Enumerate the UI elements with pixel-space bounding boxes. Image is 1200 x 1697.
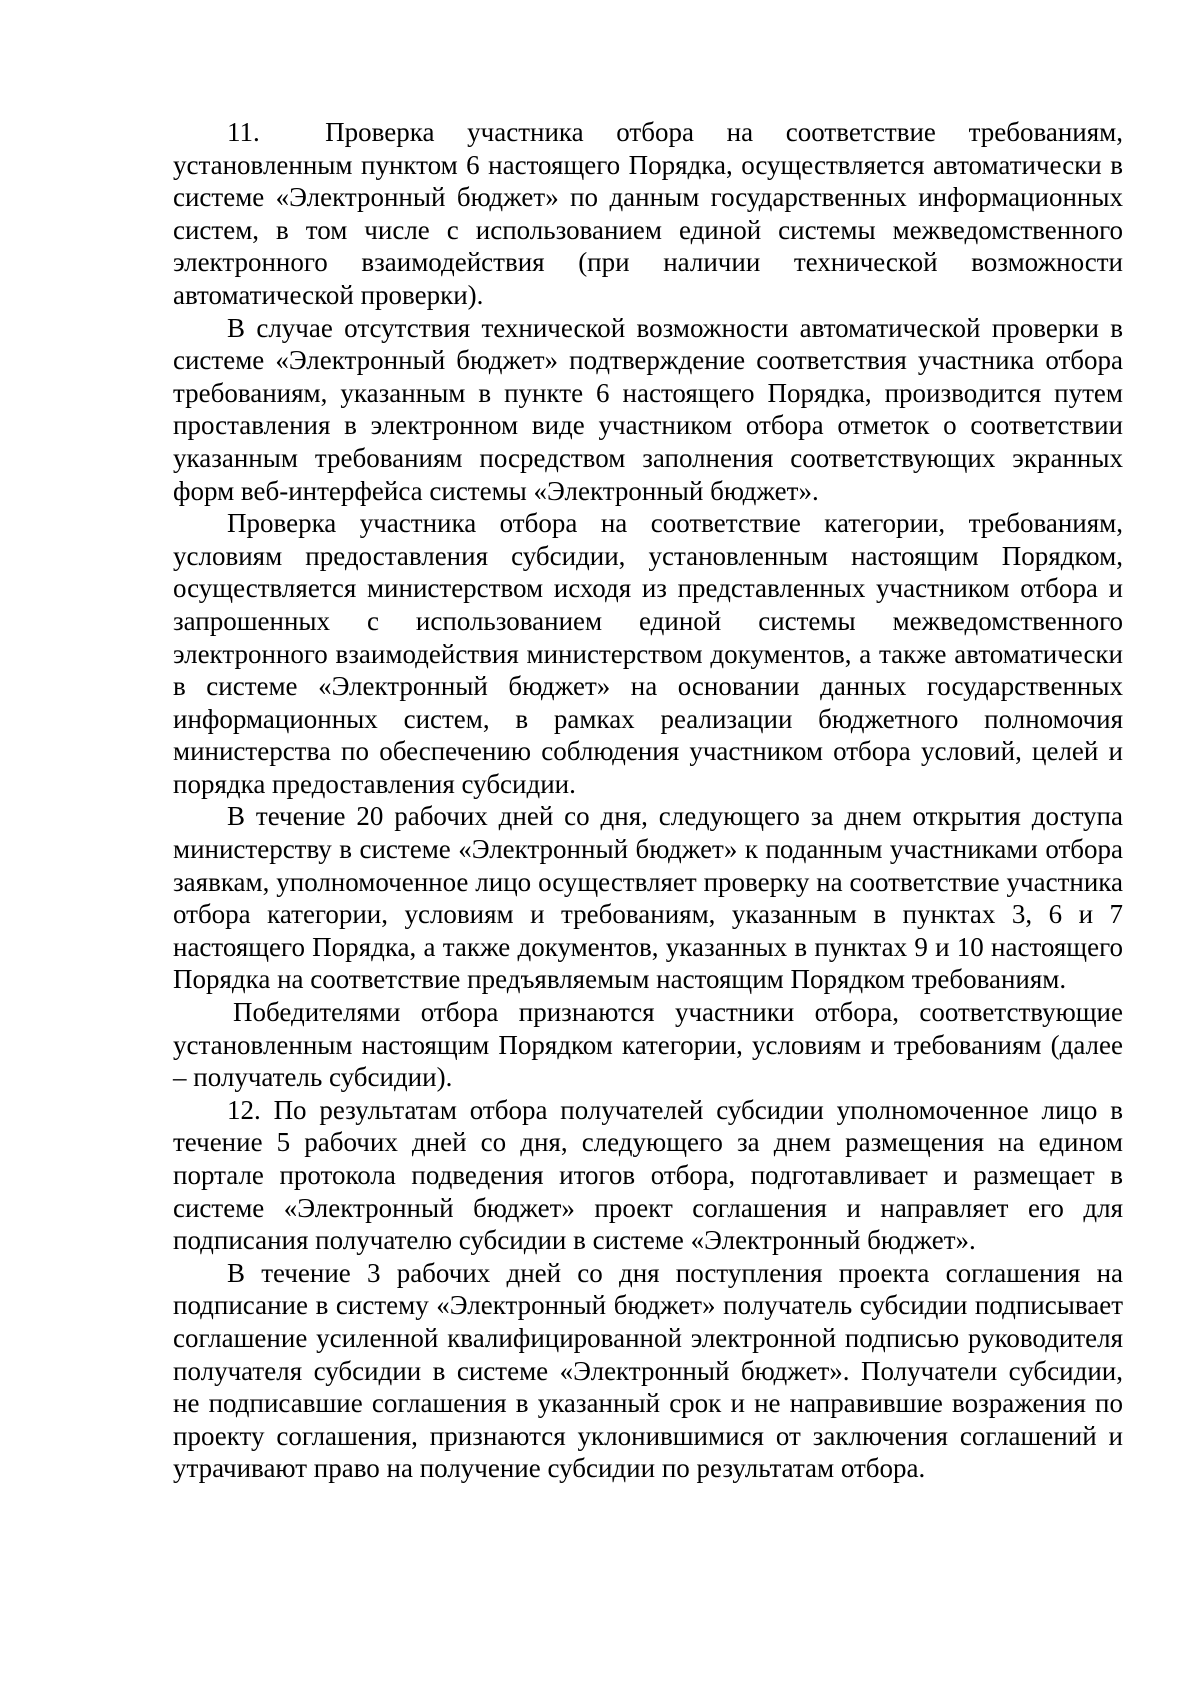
document-page: [173, 116, 1123, 1485]
paragraph-no-tech-check: В случае отсутствия технической возможности автоматической проверки в системе «Электронный бюджет» подтверждение соответствия участника отбора требованиям, указанным в пункте 6 настоящего Порядка, производится путем проставления в электронном виде участником отбора отметок о соответствии указанным требованиям посредством заполнения соответствующих экранных форм веб-интерфейса системы «Электронный бюджет».: [173, 312, 1123, 506]
paragraph-12: 12. По результатам отбора получателей субсидии уполномоченное лицо в течение 5 рабочих дней со дня, следующего за днем размещения на едином портале протокола подведения итогов отбора, подготавливает и размещает в системе «Электронный бюджет» проект соглашения и направляет его для подписания получателю субсидии в системе «Электронный бюджет».: [173, 1094, 1123, 1256]
paragraph-ministry-check: Проверка участника отбора на соответствие категории, требованиям, условиям предоставления субсидии, установленным настоящим Порядком, осуществляется министерством исходя из представленных участником отбора и запрошенных с использованием единой системы межведомственного электронного взаимодействия министерством документов, а также автоматически в системе «Электронный бюджет» на основании данных государственных информационных систем, в рамках реализации бюджетного полномочия министерства по обеспечению соблюдения участником отбора условий, целей и порядка предоставления субсидии.: [173, 508, 1123, 799]
paragraph-20-days: В течение 20 рабочих дней со дня, следующего за днем открытия доступа министерству в системе «Электронный бюджет» к поданным участниками отбора заявкам, уполномоченное лицо осуществляет проверку на соответствие участника отбора категории, условиям и требованиям, указанным в пунктах 3, 6 и 7 настоящего Порядка, а также документов, указанных в пунктах 9 и 10 настоящего Порядка на соответствие предъявляемым настоящим Порядком требованиям.: [173, 801, 1123, 995]
paragraph-11: 11. Проверка участника отбора на соответствие требованиям, установленным пунктом 6 настоящего Порядка, осуществляется автоматически в системе «Электронный бюджет» по данным государственных информационных систем, в том числе с использованием единой системы межведомственного электронного взаимодействия (при наличии технической возможности автоматической проверки).: [173, 117, 1123, 310]
paragraph-3-days: В течение 3 рабочих дней со дня поступления проекта соглашения на подписание в систему «Электронный бюджет» получатель субсидии подписывает соглашение усиленной квалифицированной электронной подписью руководителя получателя субсидии в системе «Электронный бюджет». Получатели субсидии, не подписавшие соглашения в указанный срок и не направившие возражения по проекту соглашения, признаются уклонившимися от заключения соглашений и утрачивают право на получение субсидии по результатам отбора.: [173, 1257, 1123, 1484]
paragraph-winners: Победителями отбора признаются участники отбора, соответствующие установленным настоящим Порядком категории, условиям и требованиям (далее – получатель субсидии).: [173, 997, 1123, 1093]
